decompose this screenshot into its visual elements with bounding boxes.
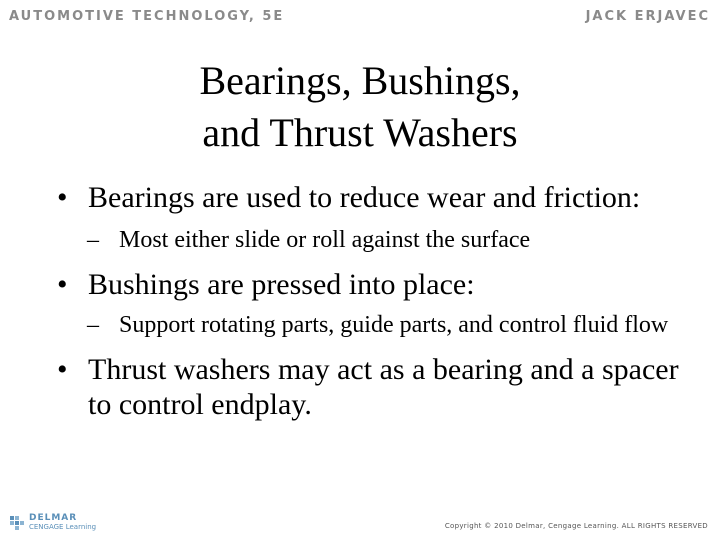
copyright-notice: Copyright © 2010 Delmar, Cengage Learning. ALL RIGHTS RESERVED [444, 522, 708, 530]
slide-title-line-1: Bearings, Bushings, [199, 58, 521, 103]
slide-title [0, 55, 720, 159]
bullet-text: Thrust washers may act as a bearing and a spacer to control endplay. [88, 353, 679, 421]
delmar-wordmark-line-1: DELMAR [29, 513, 78, 523]
delmar-logo-icon [9, 515, 25, 531]
slide-body [57, 180, 687, 422]
sub-bullet-text: Support rotating parts, guide parts, and control fluid flow [119, 312, 669, 338]
slide-title-line-2: and Thrust Washers [202, 110, 518, 155]
bullet-bearings [57, 180, 687, 215]
sub-bullet-bushings [57, 310, 687, 340]
bullet-thrust-washers [57, 352, 687, 422]
sub-bullet-dash: – [87, 312, 99, 338]
sub-bullet-dash: – [87, 227, 99, 253]
bullet-dot: • [57, 181, 68, 214]
course-title: AUTOMOTIVE TECHNOLOGY, 5E [9, 9, 285, 24]
delmar-wordmark-line-2: CENGAGE Learning [29, 523, 97, 531]
bullet-dot: • [57, 268, 68, 301]
bullet-text: Bushings are pressed into place: [88, 268, 475, 301]
delmar-logo [9, 514, 96, 532]
bullet-bushings [57, 267, 687, 302]
author-name: JACK ERJAVEC [585, 9, 710, 24]
bullet-dot: • [57, 353, 68, 386]
bullet-text: Bearings are used to reduce wear and friction: [88, 181, 641, 214]
delmar-wordmark [29, 514, 96, 532]
sub-bullet-text: Most either slide or roll against the surface [119, 227, 531, 253]
sub-bullet-bearings [57, 225, 687, 255]
